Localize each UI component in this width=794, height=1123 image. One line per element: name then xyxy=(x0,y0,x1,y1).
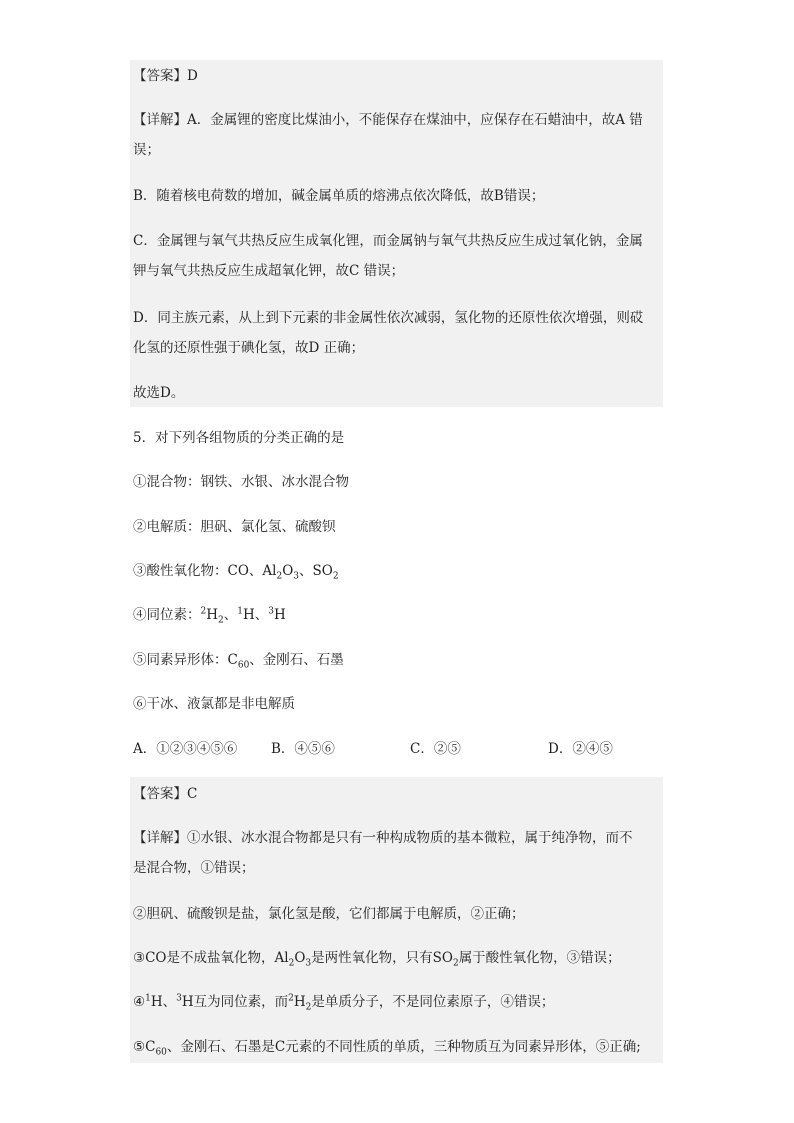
detail-2: ②胆矾、硫酸钡是盐，氯化氢是酸，它们都属于电解质，②正确； xyxy=(133,906,525,922)
option-c: C．②⑤ xyxy=(410,741,461,757)
detail-4: ④$^1$H、$^3$H互为同位素，而$^2H_2$是单质分子，不是同位素原子，④错误； xyxy=(133,993,555,1013)
detail-1-line-1: 【详解】①水银、冰水混合物都是只有一种构成物质的基本微粒，属于纯净物，而不 xyxy=(133,830,633,846)
answer-label-1: 【答案】D xyxy=(133,68,198,84)
detail-b: B．随着核电荷数的增加，碱金属单质的熔沸点依次降低，故B错误； xyxy=(133,188,545,204)
detail-d-line-1: D．同主族元素，从上到下元素的非金属性依次减弱，氢化物的还原性依次增强，则砹 xyxy=(133,310,644,326)
answer-label-2: 【答案】C xyxy=(133,786,198,802)
question-5-item-4: ④同位素：$^2H_2$、$^1$H、$^3$H xyxy=(133,606,286,626)
question-5-item-3: ③酸性氧化物：CO、$Al_2O_3$、$SO_2$ xyxy=(133,563,339,582)
detail-5: $⑤C_{60}$、金刚石、石墨是C元素的不同性质的单质，三种物质互为同素异形体，⑤正确; xyxy=(133,1039,641,1058)
option-d: D．②④⑤ xyxy=(548,741,613,757)
detail-a-line-1: 【详解】A．金属锂的密度比煤油小，不能保存在煤油中，应保存在石蜡油中，故A 错 xyxy=(133,112,643,128)
detail-1-line-2: 是混合物，①错误； xyxy=(133,860,255,876)
option-b: B．④⑤⑥ xyxy=(271,741,335,757)
option-a: A．①②③④⑤⑥ xyxy=(133,741,238,757)
conclusion-1: 故选D。 xyxy=(133,385,185,401)
question-5-item-5: ⑤同素异形体：$C_{60}$、金刚石、石墨 xyxy=(133,652,344,671)
detail-d-line-2: 化氢的还原性强于碘化氢，故D 正确； xyxy=(133,340,365,356)
question-5-item-1: ①混合物：钢铁、水银、冰水混合物 xyxy=(133,474,349,490)
question-5-stem: 5．对下列各组物质的分类正确的是 xyxy=(133,430,345,446)
detail-3: ③CO是不成盐氧化物，$Al_2O_3$是两性氧化物，只有$SO_2$属于酸性氧化物，③错误； xyxy=(133,950,621,969)
question-5-item-2: ②电解质：胆矾、氯化氢、硫酸钡 xyxy=(133,519,336,535)
detail-c-line-2: 钾与氧气共热反应生成超氧化钾，故C 错误； xyxy=(133,263,405,279)
detail-a-line-2: 误； xyxy=(133,142,160,158)
question-5-item-6: ⑥干冰、液氯都是非电解质 xyxy=(133,696,295,712)
detail-c-line-1: C．金属锂与氧气共热反应生成氧化锂，而金属钠与氧气共热反应生成过氧化钠，金属 xyxy=(133,233,643,249)
